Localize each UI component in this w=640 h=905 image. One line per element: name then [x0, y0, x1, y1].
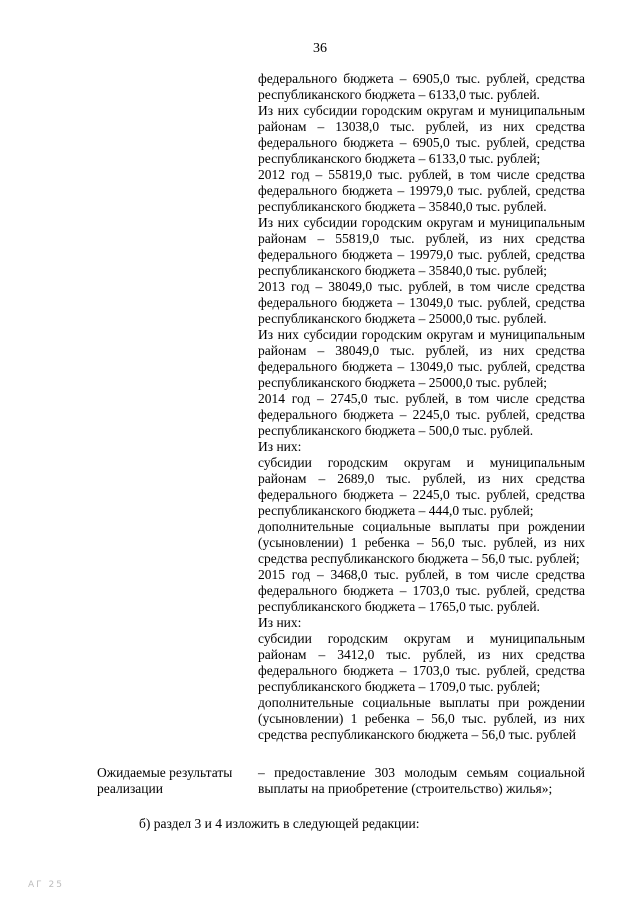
funding-line: Из них субсидии городским округам и муниципальным [258, 327, 585, 342]
funding-line: республиканского бюджета – 25000,0 тыс. рублей; [258, 375, 548, 390]
expected-results-label-line2: реализации [97, 781, 163, 796]
funding-line: Из них: [258, 439, 302, 454]
funding-line: федерального бюджета – 19979,0 тыс. рублей, средства [258, 183, 585, 198]
funding-line: федерального бюджета – 6905,0 тыс. рублей, средства [258, 71, 585, 86]
funding-line: республиканского бюджета – 35840,0 тыс. рублей. [258, 199, 547, 214]
funding-line: республиканского бюджета – 444,0 тыс. рублей; [258, 503, 534, 518]
funding-line: средства республиканского бюджета – 56,0 тыс. рублей [258, 727, 576, 742]
funding-line: федерального бюджета – 2245,0 тыс. рублей, средства [258, 487, 585, 502]
funding-line: 2014 год – 2745,0 тыс. рублей, в том числе средства [258, 391, 585, 406]
funding-line: федерального бюджета – 13049,0 тыс. рублей, средства [258, 359, 585, 374]
funding-line: федерального бюджета – 2245,0 тыс. рублей, средства [258, 407, 585, 422]
funding-line: республиканского бюджета – 500,0 тыс. рублей. [258, 423, 534, 438]
funding-line: районам – 38049,0 тыс. рублей, из них средства [258, 343, 585, 358]
funding-line: субсидии городским округам и муниципальным [258, 631, 585, 646]
funding-line: федерального бюджета – 1703,0 тыс. рублей, средства [258, 663, 585, 678]
funding-details [258, 71, 585, 743]
funding-line: районам – 2689,0 тыс. рублей, из них средства [258, 471, 585, 486]
expected-results-label [97, 765, 247, 797]
funding-line: республиканского бюджета – 35840,0 тыс. рублей; [258, 263, 548, 278]
funding-line: дополнительные социальные выплаты при рождении [258, 695, 585, 710]
funding-line: районам – 3412,0 тыс. рублей, из них средства [258, 647, 585, 662]
funding-line: 2012 год – 55819,0 тыс. рублей, в том числе средства [258, 167, 585, 182]
funding-line: 2013 год – 38049,0 тыс. рублей, в том числе средства [258, 279, 585, 294]
funding-line: федерального бюджета – 13049,0 тыс. рублей, средства [258, 295, 585, 310]
page-number: 36 [313, 41, 327, 56]
funding-line: республиканского бюджета – 6133,0 тыс. рублей; [258, 151, 541, 166]
expected-results-text-line1: – предоставление 303 молодым семьям социальной [258, 765, 585, 780]
funding-line: федерального бюджета – 6905,0 тыс. рублей, средства [258, 135, 585, 150]
funding-line: Из них: [258, 615, 302, 630]
funding-line: Из них субсидии городским округам и муниципальным [258, 215, 585, 230]
funding-line: Из них субсидии городским округам и муниципальным [258, 103, 585, 118]
funding-line: районам – 13038,0 тыс. рублей, из них средства [258, 119, 585, 134]
funding-line: республиканского бюджета – 1709,0 тыс. рублей; [258, 679, 541, 694]
funding-line: республиканского бюджета – 1765,0 тыс. рублей. [258, 599, 540, 614]
funding-line: средства республиканского бюджета – 56,0 тыс. рублей; [258, 551, 580, 566]
expected-results-text [258, 765, 585, 797]
funding-line: федерального бюджета – 19979,0 тыс. рублей, средства [258, 247, 585, 262]
funding-line: субсидии городским округам и муниципальным [258, 455, 585, 470]
funding-line: (усыновлении) 1 ребенка – 56,0 тыс. рублей, из них [258, 711, 585, 726]
funding-line: федерального бюджета – 1703,0 тыс. рублей, средства [258, 583, 585, 598]
funding-line: дополнительные социальные выплаты при рождении [258, 519, 585, 534]
expected-results-text-line2: выплаты на приобретение (строительство) жилья»; [258, 781, 553, 796]
funding-line: 2015 год – 3468,0 тыс. рублей, в том числе средства [258, 567, 585, 582]
expected-results-label-line1: Ожидаемые результаты [97, 765, 233, 780]
section-amendment-note: б) раздел 3 и 4 изложить в следующей редакции: [139, 816, 420, 831]
margin-stamp-mark: АГ 25 [28, 880, 64, 890]
funding-line: районам – 55819,0 тыс. рублей, из них средства [258, 231, 585, 246]
funding-line: (усыновлении) 1 ребенка – 56,0 тыс. рублей, из них [258, 535, 585, 550]
funding-line: республиканского бюджета – 6133,0 тыс. рублей. [258, 87, 540, 102]
funding-line: республиканского бюджета – 25000,0 тыс. рублей. [258, 311, 547, 326]
